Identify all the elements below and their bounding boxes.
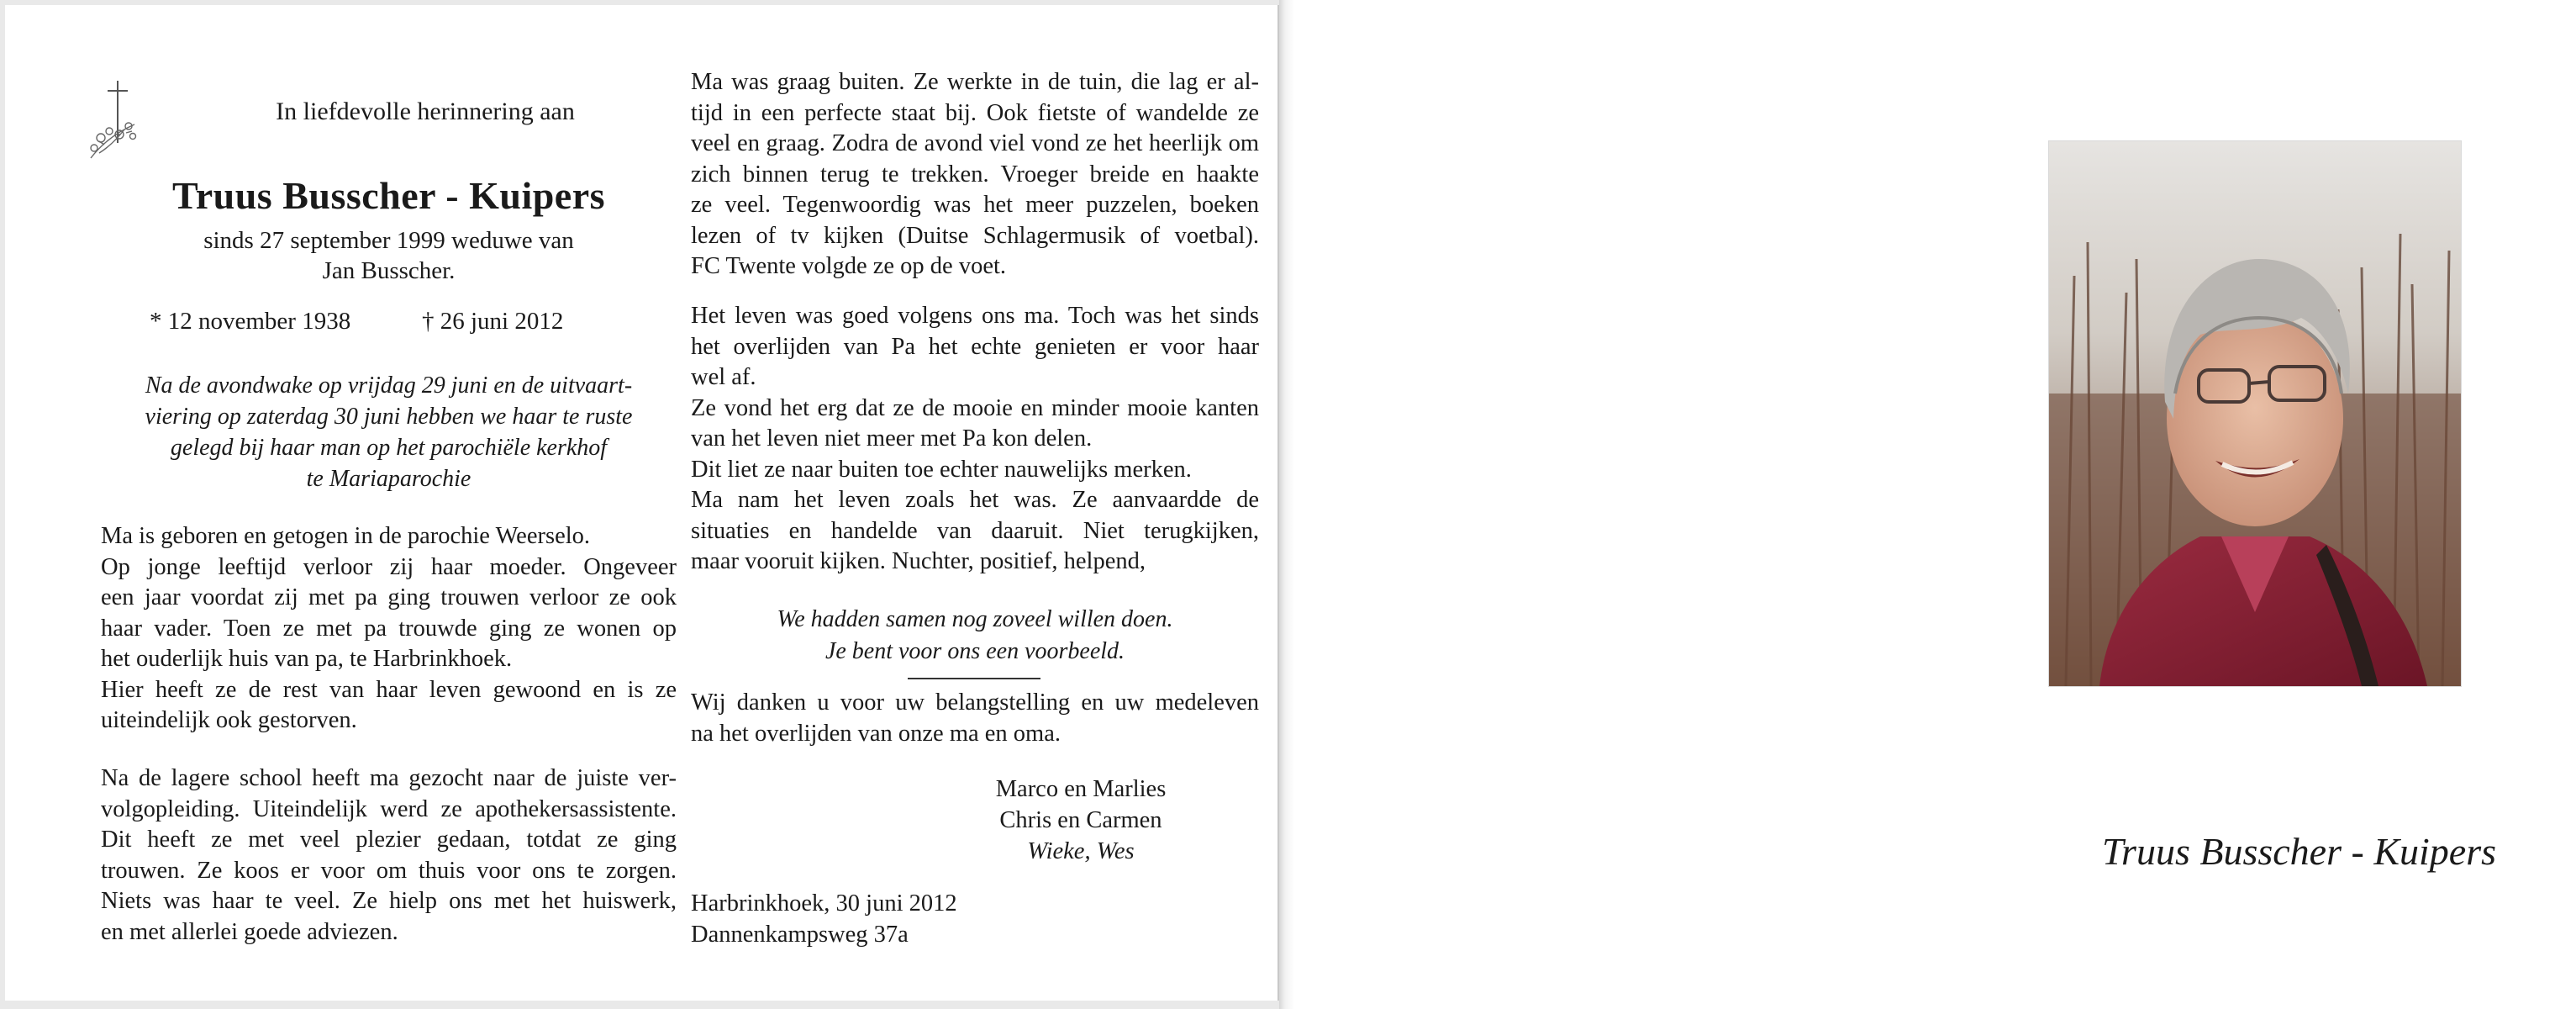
text-line: Wij danken u voor uw belangstelling en uw medeleven: [691, 689, 1259, 716]
life-dates: [101, 308, 677, 341]
family-signatures: [980, 774, 1182, 867]
text-line: Op jonge leeftijd verloor zij haar moeder. Ongeveer: [101, 553, 677, 580]
thanks-paragraph: [691, 688, 1259, 749]
deceased-name: Truus Busscher - Kuipers: [171, 174, 606, 217]
card-fold-seam: [1279, 0, 1294, 1009]
text-line: FC Twente volgde ze op de voet.: [691, 253, 1007, 279]
text-line: Ma was graag buiten. Ze werkte in de tuin, die lag er al-: [691, 69, 1259, 95]
text-line: trouwen. Ze koos er voor om thuis voor ons te zorgen.: [101, 857, 677, 884]
memorial-quote: [691, 604, 1259, 668]
text-line: situaties en handelde van daaruit. Niet terugkijken,: [691, 517, 1259, 544]
biography-paragraph-2: [101, 763, 677, 948]
intro-text: In liefdevolle herinnering aan: [276, 98, 575, 125]
cross-with-flowers-icon: [82, 77, 158, 170]
text-line: zich binnen terug te trekken. Vroeger breide en haakte: [691, 161, 1259, 188]
biography-paragraph-3: [691, 67, 1259, 283]
text-line: Ma is geboren en getogen in de parochie Weerselo.: [101, 523, 591, 549]
widow-line: sinds 27 september 1999 weduwe van: [203, 227, 574, 254]
portrait-photo: [2049, 141, 2461, 686]
text-line: lezen of tv kijken (Duitse Schlagermusik of voetbal).: [691, 222, 1259, 249]
text-line: van het leven niet meer met Pa kon delen.: [691, 425, 1093, 452]
text-line: wel af.: [691, 364, 756, 390]
service-line: gelegd bij haar man op het parochiële kerkhof: [170, 435, 608, 461]
service-line: viering op zaterdag 30 juni hebben we haar te ruste: [145, 404, 633, 430]
signer-line: Marco en Marlies: [995, 776, 1167, 802]
biography-paragraph-4: [691, 301, 1259, 578]
death-date: † 26 juni 2012: [422, 308, 564, 335]
text-line: tijd in een perfecte staat bij. Ook fietste of wandelde ze: [691, 99, 1259, 126]
text-line: het overlijden van Pa het echte genieten er voor haar: [691, 333, 1259, 360]
text-line: Hier heeft ze de rest van haar leven gewoond en is ze: [101, 676, 677, 703]
text-line: Dit liet ze naar buiten toe echter nauwelijks merken.: [691, 456, 1192, 483]
text-line: uiteindelijk ook gestorven.: [101, 707, 357, 733]
service-line: Na de avondwake op vrijdag 29 juni en de uitvaart-: [145, 372, 633, 399]
funeral-service-text: [101, 370, 677, 494]
text-line: ze veel. Tegenwoordig was het meer puzzelen, boeken: [691, 192, 1259, 218]
service-line: te Mariaparochie: [306, 466, 471, 492]
text-line: maar vooruit kijken. Nuchter, positief, helpend,: [691, 548, 1146, 574]
divider-rule: [908, 678, 1040, 679]
quote-line: We hadden samen nog zoveel willen doen.: [777, 606, 1173, 632]
text-line: en met allerlei goede adviezen.: [101, 918, 398, 945]
signer-line: Chris en Carmen: [999, 807, 1162, 833]
place-and-address: [691, 888, 1027, 950]
text-line: Het leven was goed volgens ons ma. Toch was het sinds: [691, 303, 1259, 329]
text-line: het ouderlijk huis van pa, te Harbrinkhoek.: [101, 646, 513, 672]
card-cover-page: [1294, 0, 2576, 1009]
text-line: haar vader. Toen ze met pa trouwde ging ze wonen op: [101, 615, 677, 642]
text-line: Dit heeft ze met veel plezier gedaan, totdat ze ging: [101, 827, 677, 853]
widow-text: [101, 225, 677, 286]
quote-line: Je bent voor ons een voorbeeld.: [824, 638, 1125, 664]
text-line: na het overlijden van onze ma en oma.: [691, 720, 1061, 747]
signer-line: Wieke, Wes: [1027, 838, 1135, 864]
card-inner-page: [5, 5, 1279, 1001]
text-line: Na de lagere school heeft ma gezocht naar de juiste ver-: [101, 765, 677, 791]
widow-line: Jan Busscher.: [322, 257, 456, 284]
text-line: veel en graag. Zodra de avond viel vond ze het heerlijk om: [691, 130, 1259, 156]
cover-name-caption: Truus Busscher - Kuipers: [2102, 830, 2496, 873]
text-line: Niets was haar te veel. Ze hielp ons met het huiswerk,: [101, 888, 677, 914]
text-line: Ze vond het erg dat ze de mooie en minder mooie kanten: [691, 394, 1259, 421]
biography-paragraph-1: [101, 521, 677, 737]
birth-date: * 12 november 1938: [150, 308, 351, 335]
text-line: volgopleiding. Uiteindelijk werd ze apothekersassistente.: [101, 795, 677, 822]
text-line: een jaar voordat zij met pa ging trouwen verloor ze ook: [101, 584, 677, 610]
place-date-line: Harbrinkhoek, 30 juni 2012: [691, 890, 957, 917]
address-line: Dannenkampsweg 37a: [691, 922, 909, 948]
text-line: Ma nam het leven zoals het was. Ze aanvaardde de: [691, 487, 1259, 513]
